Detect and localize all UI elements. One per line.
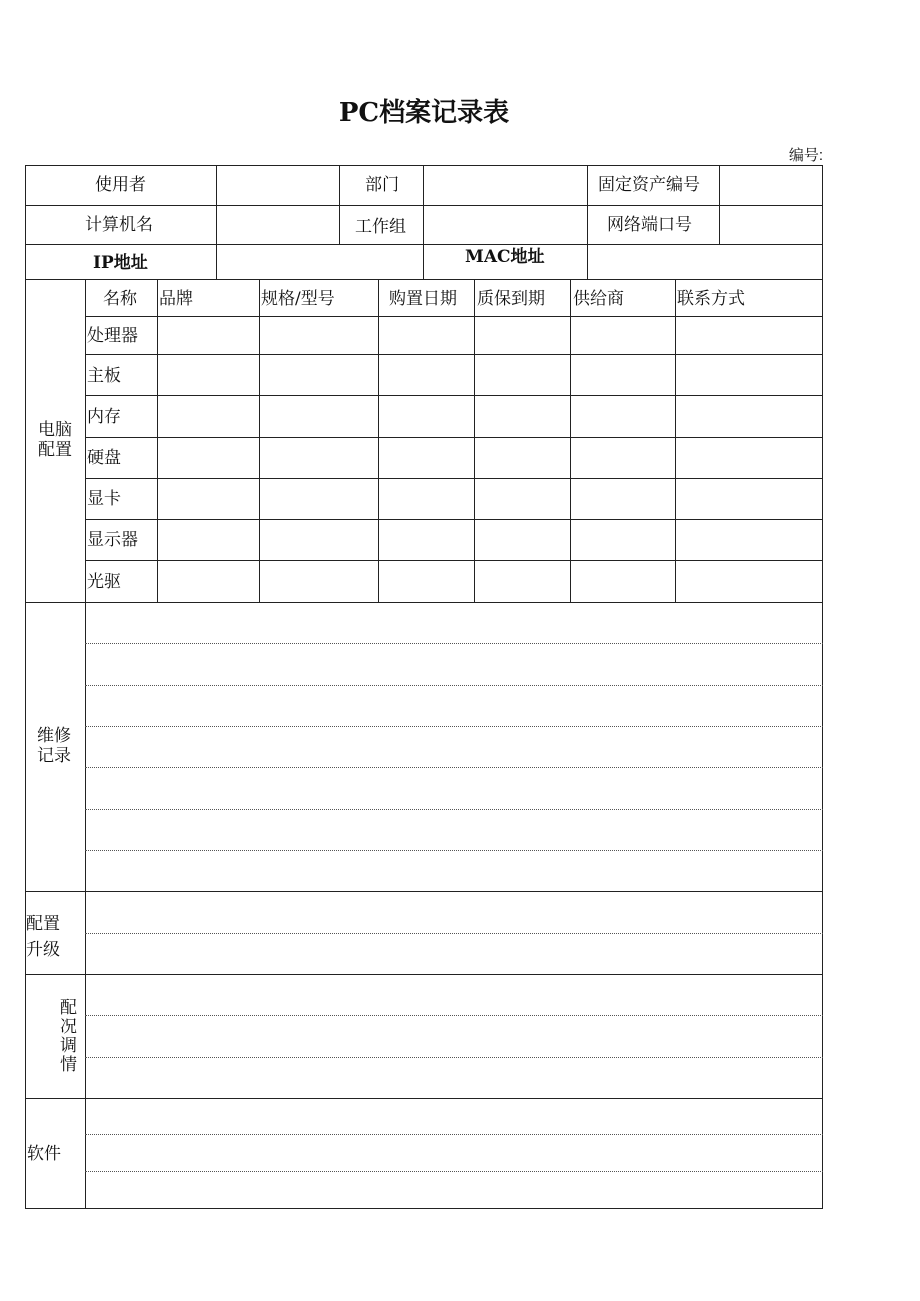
col-line — [675, 279, 676, 602]
component-optical-drive: 光驱 — [87, 572, 121, 592]
network-port-label: 网络端口号 — [607, 215, 692, 235]
row-line — [85, 560, 823, 561]
page-title: PC档案记录表 — [338, 98, 510, 128]
header-contact: 联系方式 — [677, 289, 745, 309]
section-label-software: 软件 — [27, 1144, 61, 1164]
col-line — [378, 279, 379, 602]
row-line — [25, 279, 823, 280]
ip-address-label: IP地址 — [93, 253, 148, 273]
component-memory: 内存 — [87, 407, 121, 427]
record-line — [85, 1057, 823, 1058]
component-monitor: 显示器 — [87, 530, 138, 550]
header-supplier: 供给商 — [573, 289, 624, 309]
record-line — [85, 1171, 823, 1172]
record-line — [85, 809, 823, 810]
component-motherboard: 主板 — [87, 366, 121, 386]
serial-number-label: 编号: — [788, 147, 823, 164]
header-purchase-date: 购置日期 — [389, 289, 457, 309]
record-line — [85, 1015, 823, 1016]
record-line — [85, 643, 823, 644]
col-line — [216, 165, 217, 279]
header-model: 规格/型号 — [261, 289, 335, 309]
row-line — [25, 205, 823, 206]
workgroup-label: 工作组 — [355, 217, 406, 237]
table-border-left — [25, 165, 26, 1208]
department-label: 部门 — [365, 175, 399, 195]
col-line — [719, 165, 720, 244]
row-line — [85, 437, 823, 438]
row-line — [85, 316, 823, 317]
col-line — [423, 165, 424, 279]
section-label-repair: 维修 记录 — [37, 726, 71, 766]
row-line — [85, 478, 823, 479]
table-border-bottom — [25, 1208, 823, 1209]
col-line — [339, 165, 340, 244]
record-line — [85, 933, 823, 934]
user-label: 使用者 — [95, 175, 146, 195]
col-line — [570, 279, 571, 602]
component-hdd: 硬盘 — [87, 448, 121, 468]
section-line — [25, 974, 823, 975]
col-line — [157, 279, 158, 602]
record-line — [85, 685, 823, 686]
row-line — [85, 519, 823, 520]
record-line — [85, 850, 823, 851]
header-warranty: 质保到期 — [477, 289, 545, 309]
table-border-top — [25, 165, 823, 166]
mac-address-label: MAC地址 — [465, 247, 545, 267]
record-line — [85, 1134, 823, 1135]
section-line — [25, 602, 823, 603]
section-line — [25, 891, 823, 892]
section-label-upgrade: 配置 升级 — [26, 914, 60, 960]
header-name: 名称 — [103, 289, 137, 309]
table-border-right — [822, 165, 823, 1208]
section-divider — [85, 279, 86, 1208]
section-label-adjust: 配 况 调 情 — [60, 998, 77, 1075]
record-line — [85, 767, 823, 768]
component-gpu: 显卡 — [87, 489, 121, 509]
row-line — [25, 244, 823, 245]
asset-number-label: 固定资产编号 — [598, 175, 700, 195]
computer-name-label: 计算机名 — [85, 215, 153, 235]
row-line — [85, 395, 823, 396]
col-line — [474, 279, 475, 602]
section-line — [25, 1098, 823, 1099]
section-label-config: 电脑 配置 — [38, 420, 72, 460]
record-line — [85, 726, 823, 727]
col-line — [259, 279, 260, 602]
row-line — [85, 354, 823, 355]
component-cpu: 处理器 — [87, 326, 138, 346]
col-line — [587, 165, 588, 279]
header-brand: 品牌 — [159, 289, 193, 309]
